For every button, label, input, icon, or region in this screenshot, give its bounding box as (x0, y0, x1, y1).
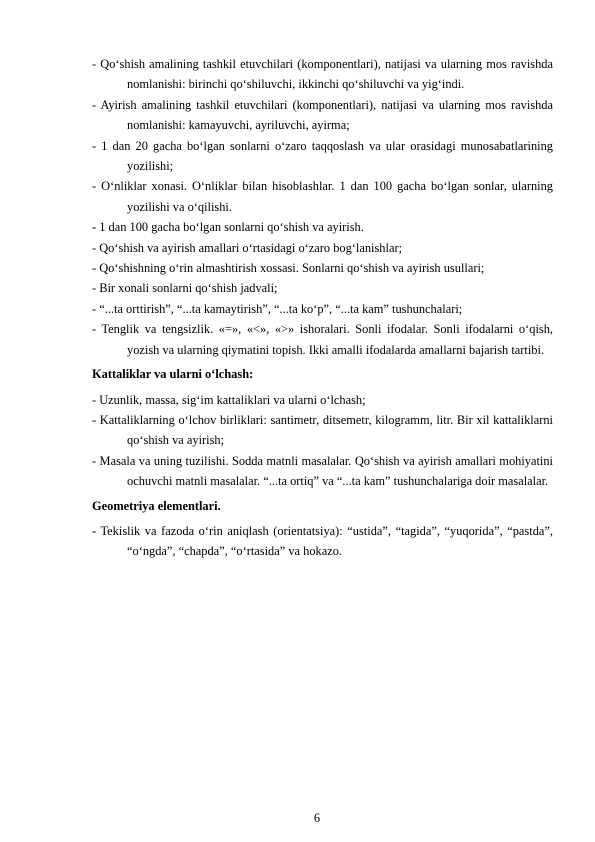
list-item: - 1 dan 20 gacha bo‘lgan sonlarni o‘zaro taqqoslash va ular orasidagi munosabatlarining yozilishi; (92, 138, 553, 174)
section-heading-geometry: Geometriya elementlari. (92, 498, 221, 513)
list-item: - Qo‘shish amalining tashkil etuvchilari (komponentlari), natijasi va ularning mos ravishda nomlanishi: birinchi qo‘shiluvchi, ikkinchi qo‘shiluvchi va yig‘indi. (92, 57, 553, 92)
list-item: - Tenglik va tengsizlik. «=», «<», «>» ishoralari. Sonli ifodalar. Sonli ifodalarni o‘qish, yozish va ularning qiymatini topish. Ikki amalli ifodalarda amallarni bajarish tartibi. (92, 322, 553, 357)
page-number: 6 (313, 811, 321, 825)
list-item: - O‘nliklar xonasi. O‘nliklar bilan hisoblashlar. 1 dan 100 gacha bo‘lgan sonlar, ularning yozilishi va o‘qilishi. (92, 179, 553, 214)
list-item: - Tekislik va fazoda o‘rin aniqlash (orientatsiya): “ustida”, “tagida”, “yuqorida”, “pastda”, “o‘ngda”, “chapda”, “o‘rtasida” va hokazo. (92, 523, 553, 559)
list-item: - Masala va uning tuzilishi. Sodda matnli masalalar. Qo‘shish va ayirish amallari mohiyatini ochuvchi matnli masalalar. “...ta ortiq” va “...ta kam” tushunchalariga doir masalalar. (92, 453, 553, 489)
document-body (92, 54, 553, 562)
section-heading-measures: Kattaliklar va ularni o‘lchash: (92, 367, 254, 382)
list-item: - Qo‘shish va ayirish amallari o‘rtasidagi o‘zaro bog‘lanishlar; (92, 240, 403, 255)
list-item: - 1 dan 100 gacha bo‘lgan sonlarni qo‘shish va ayirish. (92, 220, 364, 235)
list-item: - “...ta orttirish”, “...ta kamaytirish”, “...ta ko‘p”, “...ta kam” tushunchalari; (92, 301, 463, 316)
list-item: - Uzunlik, massa, sig‘im kattaliklari va ularni o‘lchash; (92, 392, 366, 407)
list-item: - Ayirish amalining tashkil etuvchilari (komponentlari), natijasi va ularning mos ravishda nomlanishi: kamayuvchi, ayriluvchi, ayirma; (92, 97, 553, 133)
list-item: - Qo‘shishning o‘rin almashtirish xossasi. Sonlarni qo‘shish va ayirish usullari; (92, 261, 485, 276)
list-item: - Bir xonali sonlarni qo‘shish jadvali; (92, 281, 278, 296)
list-item: - Kattaliklarning o‘lchov birliklari: santimetr, ditsemetr, kilogramm, litr. Bir xil kattaliklarni qo‘shish va ayirish; (92, 412, 553, 448)
